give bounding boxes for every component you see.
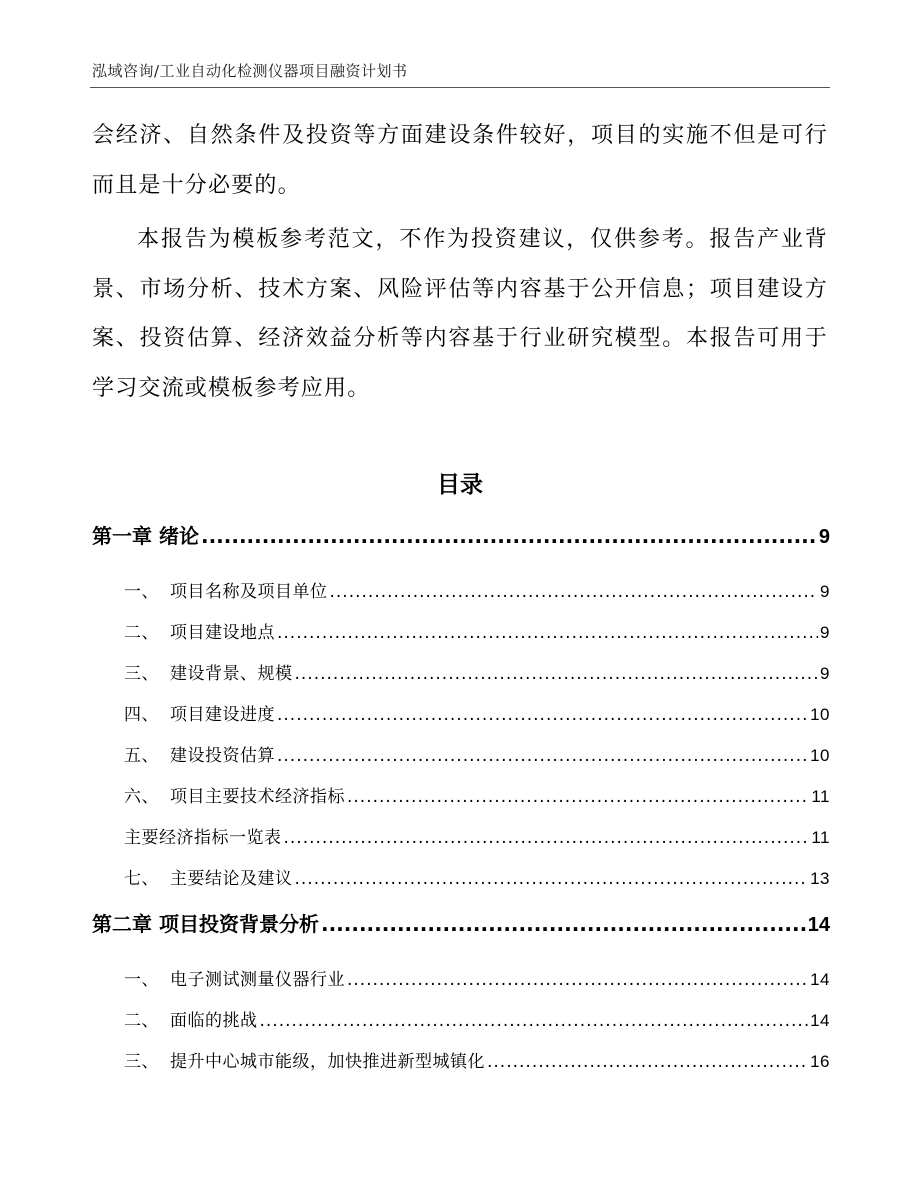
toc-section-entry[interactable] bbox=[92, 577, 830, 602]
toc-entry-label bbox=[124, 1006, 258, 1031]
toc-section-entry[interactable] bbox=[92, 659, 830, 684]
toc-dot-leader bbox=[277, 705, 808, 725]
toc-entry-number: 七、 bbox=[124, 869, 159, 889]
toc-entry-number: 一、 bbox=[124, 582, 159, 602]
toc-entry-text: 面临的挑战 bbox=[170, 1011, 258, 1031]
toc-page-number: 10 bbox=[810, 746, 830, 765]
toc-entry-text: 项目名称及项目单位 bbox=[170, 582, 328, 602]
toc-entry-label bbox=[124, 741, 275, 766]
toc-entry-label bbox=[124, 864, 293, 889]
toc-page-number: 9 bbox=[820, 582, 830, 601]
toc-entry-number: 三、 bbox=[124, 664, 159, 684]
toc-entry-label bbox=[124, 700, 275, 725]
toc-entry-label bbox=[124, 659, 293, 684]
toc-page-number: 16 bbox=[810, 1052, 830, 1071]
toc-page-number: 13 bbox=[810, 869, 830, 888]
toc-page-number: 11 bbox=[811, 787, 830, 806]
toc-dot-leader bbox=[487, 1052, 808, 1072]
toc-entry-text: 项目投资背景分析 bbox=[158, 912, 319, 936]
toc-entry-text: 建设背景、规模 bbox=[170, 664, 293, 684]
toc-entry-label bbox=[124, 965, 345, 990]
toc-section-entry[interactable] bbox=[92, 1006, 830, 1031]
toc-entry-text: 提升中心城市能级，加快推进新型城镇化 bbox=[170, 1052, 485, 1072]
toc-entry-label bbox=[124, 1047, 485, 1072]
toc-section-entry[interactable] bbox=[92, 864, 830, 889]
toc-dot-leader bbox=[321, 912, 806, 936]
toc-entry-label bbox=[124, 618, 275, 643]
body-paragraph-2: 本报告为模板参考范文，不作为投资建议，仅供参考。报告产业背景、市场分析、技术方案、风险评估等内容基于公开信息；项目建设方案、投资估算、经济效益分析等内容基于行业研究模型。本报告可用于学习交流或模板参考应用。 bbox=[92, 227, 828, 401]
toc-entry-text: 项目建设地点 bbox=[170, 623, 275, 643]
toc-entry-number: 六、 bbox=[124, 787, 159, 807]
toc-entry-label bbox=[124, 577, 328, 602]
toc-entry-number: 四、 bbox=[124, 705, 159, 725]
toc-chapter-entry[interactable] bbox=[92, 908, 830, 937]
toc-entry-number: 三、 bbox=[124, 1052, 159, 1072]
toc-section-entry[interactable] bbox=[92, 618, 830, 643]
toc-page-number: 14 bbox=[810, 970, 830, 989]
toc-entry-label bbox=[124, 782, 345, 807]
toc-dot-leader bbox=[295, 664, 819, 684]
toc-dot-leader bbox=[295, 869, 809, 889]
toc-entry-text: 电子测试测量仪器行业 bbox=[170, 970, 345, 990]
toc-entry-label bbox=[92, 520, 199, 549]
toc-entry-number: 五、 bbox=[124, 746, 159, 766]
toc-section-entry[interactable] bbox=[92, 700, 830, 725]
toc-section-entry[interactable] bbox=[92, 741, 830, 766]
toc-entry-number: 第二章 bbox=[92, 912, 152, 936]
toc-section-entry[interactable] bbox=[92, 1047, 830, 1072]
toc-section-entry[interactable] bbox=[92, 782, 830, 807]
body-paragraph-1: 会经济、自然条件及投资等方面建设条件较好，项目的实施不但是可行而且是十分必要的。 bbox=[92, 123, 828, 198]
toc-dot-leader bbox=[260, 1011, 809, 1031]
toc-entry-text: 建设投资估算 bbox=[170, 746, 275, 766]
toc-section-entry[interactable] bbox=[92, 965, 830, 990]
toc-section-entry[interactable] bbox=[92, 823, 830, 848]
toc-entry-number: 第一章 bbox=[92, 524, 152, 548]
toc-dot-leader bbox=[277, 623, 818, 643]
toc-dot-leader bbox=[347, 787, 809, 807]
running-header: 泓域咨询/工业自动化检测仪器项目融资计划书 bbox=[92, 62, 408, 80]
toc-page-number: 9 bbox=[820, 623, 830, 642]
toc-page-number: 9 bbox=[820, 664, 830, 683]
toc-entry-number: 二、 bbox=[124, 1011, 159, 1031]
toc-entry-text: 主要经济指标一览表 bbox=[124, 828, 282, 848]
toc-dot-leader bbox=[277, 746, 808, 766]
toc-page-number: 14 bbox=[810, 1011, 830, 1030]
toc-entry-text: 项目建设进度 bbox=[170, 705, 275, 725]
toc-entry-text: 绪论 bbox=[158, 524, 199, 548]
toc-dot-leader bbox=[330, 582, 819, 602]
toc-entry-text: 主要结论及建议 bbox=[170, 869, 293, 889]
toc-entry-text: 项目主要技术经济指标 bbox=[170, 787, 345, 807]
toc-dot-leader bbox=[284, 828, 810, 848]
toc-entry-label bbox=[124, 823, 282, 848]
toc-title: 目录 bbox=[437, 472, 483, 498]
toc-entry-number: 二、 bbox=[124, 623, 159, 643]
toc-page-number: 11 bbox=[811, 828, 830, 847]
toc-page-number: 14 bbox=[807, 914, 830, 936]
toc-entry-label bbox=[92, 908, 319, 937]
toc-page-number: 10 bbox=[810, 705, 830, 724]
toc-page-number: 9 bbox=[818, 526, 830, 548]
toc-dot-leader bbox=[347, 970, 808, 990]
toc-dot-leader bbox=[201, 524, 817, 548]
toc-chapter-entry[interactable] bbox=[92, 520, 830, 549]
header-rule bbox=[90, 87, 830, 88]
toc-entry-number: 一、 bbox=[124, 970, 159, 990]
